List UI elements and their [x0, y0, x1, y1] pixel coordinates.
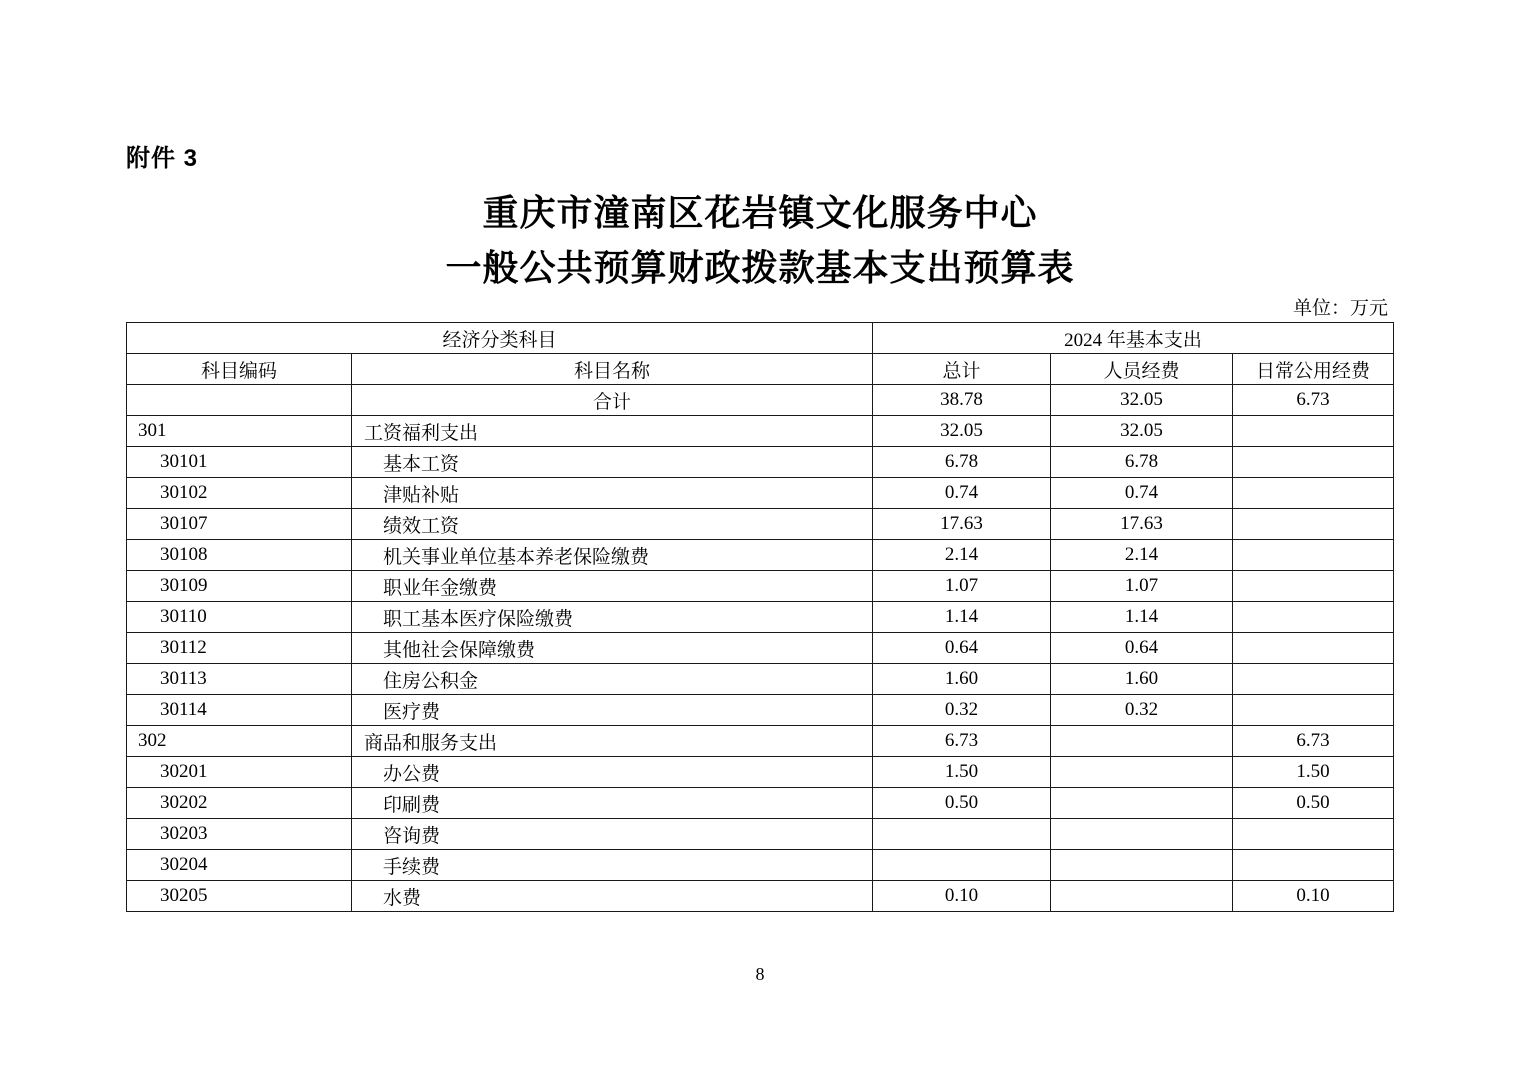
table-row — [127, 540, 1394, 571]
table-row — [127, 788, 1394, 819]
cell-total: 1.07 — [873, 571, 1051, 602]
cell-daily — [1233, 478, 1394, 509]
table-row — [127, 819, 1394, 850]
cell-total: 6.78 — [873, 447, 1051, 478]
table-row — [127, 416, 1394, 447]
cell-personnel: 6.78 — [1051, 447, 1233, 478]
cell-daily — [1233, 819, 1394, 850]
cell-code: 30110 — [127, 602, 352, 633]
cell-personnel — [1051, 788, 1233, 819]
cell-code: 30107 — [127, 509, 352, 540]
cell-daily — [1233, 850, 1394, 881]
column-header-subject-name: 科目名称 — [352, 354, 873, 385]
column-header-subject-code: 科目编码 — [127, 354, 352, 385]
table-row — [127, 385, 1394, 416]
cell-total: 38.78 — [873, 385, 1051, 416]
cell-daily: 0.10 — [1233, 881, 1394, 912]
cell-total — [873, 850, 1051, 881]
cell-daily: 1.50 — [1233, 757, 1394, 788]
cell-personnel: 2.14 — [1051, 540, 1233, 571]
header-columns-row — [127, 354, 1394, 385]
cell-daily — [1233, 416, 1394, 447]
header-group-row — [127, 323, 1394, 354]
budget-table — [126, 322, 1394, 912]
cell-daily: 0.50 — [1233, 788, 1394, 819]
cell-personnel — [1051, 757, 1233, 788]
cell-personnel: 1.14 — [1051, 602, 1233, 633]
cell-code: 30113 — [127, 664, 352, 695]
unit-note: 单位：万元 — [1292, 298, 1388, 319]
cell-code: 301 — [127, 416, 352, 447]
cell-name: 办公费 — [352, 757, 873, 788]
cell-code: 30201 — [127, 757, 352, 788]
cell-code: 30109 — [127, 571, 352, 602]
cell-personnel: 1.07 — [1051, 571, 1233, 602]
cell-name: 商品和服务支出 — [352, 726, 873, 757]
cell-total: 32.05 — [873, 416, 1051, 447]
cell-name: 绩效工资 — [352, 509, 873, 540]
table-row — [127, 478, 1394, 509]
cell-personnel — [1051, 850, 1233, 881]
cell-name: 水费 — [352, 881, 873, 912]
cell-name: 印刷费 — [352, 788, 873, 819]
cell-daily — [1233, 540, 1394, 571]
cell-daily — [1233, 633, 1394, 664]
cell-name: 医疗费 — [352, 695, 873, 726]
cell-personnel — [1051, 819, 1233, 850]
cell-personnel — [1051, 726, 1233, 757]
header-economic-classification: 经济分类科目 — [127, 323, 873, 354]
cell-total: 0.64 — [873, 633, 1051, 664]
cell-total: 0.10 — [873, 881, 1051, 912]
cell-name: 职业年金缴费 — [352, 571, 873, 602]
cell-code: 30205 — [127, 881, 352, 912]
cell-name: 工资福利支出 — [352, 416, 873, 447]
cell-code: 30112 — [127, 633, 352, 664]
cell-name: 咨询费 — [352, 819, 873, 850]
cell-code: 30114 — [127, 695, 352, 726]
cell-name: 基本工资 — [352, 447, 873, 478]
cell-daily: 6.73 — [1233, 726, 1394, 757]
cell-total: 6.73 — [873, 726, 1051, 757]
cell-name: 其他社会保障缴费 — [352, 633, 873, 664]
cell-code: 30102 — [127, 478, 352, 509]
cell-name: 手续费 — [352, 850, 873, 881]
page-number: 8 — [755, 964, 765, 984]
cell-daily — [1233, 695, 1394, 726]
cell-daily — [1233, 509, 1394, 540]
cell-personnel: 32.05 — [1051, 416, 1233, 447]
cell-code: 30202 — [127, 788, 352, 819]
cell-code: 30101 — [127, 447, 352, 478]
table-row — [127, 633, 1394, 664]
cell-total: 0.74 — [873, 478, 1051, 509]
table-row — [127, 850, 1394, 881]
cell-name: 职工基本医疗保险缴费 — [352, 602, 873, 633]
column-header-daily-public-funds: 日常公用经费 — [1233, 354, 1394, 385]
cell-personnel: 17.63 — [1051, 509, 1233, 540]
header-2024-basic-expenditure: 2024 年基本支出 — [873, 323, 1394, 354]
cell-name: 住房公积金 — [352, 664, 873, 695]
cell-code: 30204 — [127, 850, 352, 881]
table-row — [127, 447, 1394, 478]
table-row — [127, 664, 1394, 695]
cell-code: 30108 — [127, 540, 352, 571]
cell-personnel: 0.74 — [1051, 478, 1233, 509]
cell-personnel: 0.32 — [1051, 695, 1233, 726]
cell-total: 0.50 — [873, 788, 1051, 819]
table-row — [127, 602, 1394, 633]
column-header-total: 总计 — [873, 354, 1051, 385]
cell-personnel: 0.64 — [1051, 633, 1233, 664]
column-header-personnel-funds: 人员经费 — [1051, 354, 1233, 385]
cell-total — [873, 819, 1051, 850]
cell-total: 1.60 — [873, 664, 1051, 695]
cell-code: 302 — [127, 726, 352, 757]
table-row — [127, 881, 1394, 912]
cell-total: 0.32 — [873, 695, 1051, 726]
document-title-line2: 一般公共预算财政拨款基本支出预算表 — [445, 248, 1075, 288]
cell-personnel: 32.05 — [1051, 385, 1233, 416]
table-row — [127, 509, 1394, 540]
cell-total: 1.14 — [873, 602, 1051, 633]
cell-code: 30203 — [127, 819, 352, 850]
cell-name: 合计 — [352, 385, 873, 416]
table-row — [127, 571, 1394, 602]
table-row — [127, 695, 1394, 726]
cell-daily — [1233, 602, 1394, 633]
cell-code — [127, 385, 352, 416]
cell-daily — [1233, 571, 1394, 602]
cell-name: 津贴补贴 — [352, 478, 873, 509]
cell-total: 17.63 — [873, 509, 1051, 540]
document-title-line1: 重庆市潼南区花岩镇文化服务中心 — [482, 193, 1038, 233]
table-row — [127, 726, 1394, 757]
cell-total: 2.14 — [873, 540, 1051, 571]
attachment-label: 附件 3 — [126, 145, 199, 172]
cell-daily — [1233, 664, 1394, 695]
cell-personnel — [1051, 881, 1233, 912]
cell-name: 机关事业单位基本养老保险缴费 — [352, 540, 873, 571]
cell-personnel: 1.60 — [1051, 664, 1233, 695]
cell-total: 1.50 — [873, 757, 1051, 788]
cell-daily — [1233, 447, 1394, 478]
table-row — [127, 757, 1394, 788]
cell-daily: 6.73 — [1233, 385, 1394, 416]
